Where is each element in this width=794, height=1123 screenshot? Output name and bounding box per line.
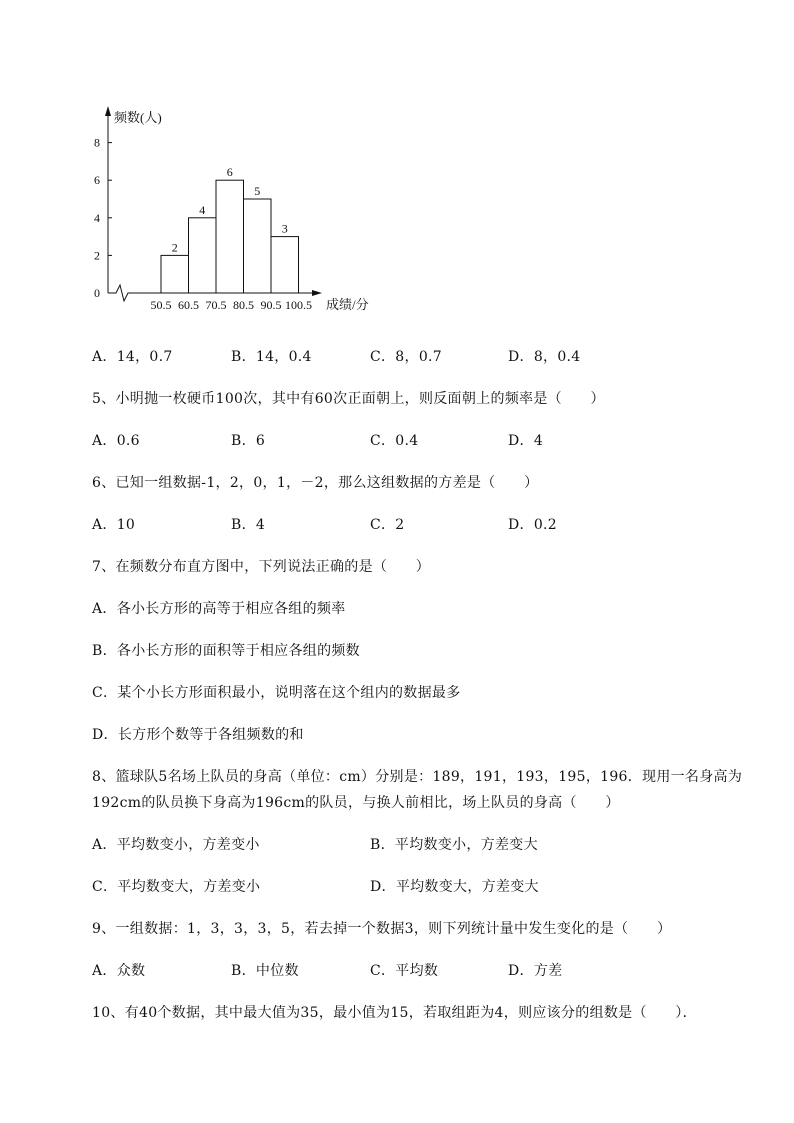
q10-stem: 10、有40个数据，其中最大值为35，最小值为15，若取组距为4，则应该分的组数是（ ）． xyxy=(92,1005,697,1021)
q8-option-c: C．平均数变大，方差变小 xyxy=(92,879,261,895)
x-tick-label: 70.5 xyxy=(205,298,227,312)
q9-option-b: B．中位数 xyxy=(231,963,299,979)
bar-data-label: 5 xyxy=(254,184,261,198)
x-tick-label: 50.5 xyxy=(150,298,172,312)
q7-option-c: C．某个小长方形面积最小，说明落在这个组内的数据最多 xyxy=(92,685,461,701)
q7-stem: 7、在频数分布直方图中，下列说法正确的是（ ） xyxy=(92,559,431,575)
q8-option-d: D．平均数变大，方差变大 xyxy=(370,879,539,895)
q7-option-b: B．各小长方形的面积等于相应各组的频数 xyxy=(92,643,360,659)
q8-stem-line1: 8、篮球队5名场上队员的身高（单位：cm）分别是：189，191，193，195，196．现用一名身高为 xyxy=(92,769,743,785)
q6-stem: 6、已知一组数据-1，2，0，1，－2，那么这组数据的方差是（ ） xyxy=(92,475,539,491)
q4-option-a: A．14，0.7 xyxy=(92,349,173,365)
q5-stem: 5、小明抛一枚硬币100次，其中有60次正面朝上，则反面朝上的频率是（ ） xyxy=(92,391,605,407)
q4-option-b: B．14，0.4 xyxy=(231,349,312,365)
bar-data-label: 2 xyxy=(171,240,178,255)
y-tick-label: 6 xyxy=(94,173,100,188)
q4-option-c: C．8，0.7 xyxy=(370,349,442,365)
y-tick-label: 0 xyxy=(94,286,100,300)
bar-data-label: 3 xyxy=(281,221,288,236)
q6-option-b: B．4 xyxy=(231,517,266,533)
q5-option-d: D．4 xyxy=(508,433,544,449)
histogram-bar xyxy=(161,255,189,293)
x-tick-label: 60.5 xyxy=(178,298,199,312)
histogram-bar xyxy=(216,180,244,293)
x-axis-arrow xyxy=(312,290,322,296)
y-tick-label: 2 xyxy=(94,248,100,263)
frequency-histogram xyxy=(88,100,408,320)
x-tick-label: 100.5 xyxy=(285,298,312,312)
x-tick-label: 80.5 xyxy=(233,298,254,312)
q9-option-a: A．众数 xyxy=(92,963,146,979)
q7-option-d: D．长方形个数等于各组频数的和 xyxy=(92,727,304,743)
q5-option-b: B．6 xyxy=(231,433,266,449)
bar-data-label: 6 xyxy=(226,165,233,180)
y-tick-label: 4 xyxy=(94,210,100,225)
histogram-bar xyxy=(244,199,272,293)
histogram-bar xyxy=(271,237,299,293)
q6-option-d: D．0.2 xyxy=(508,517,557,533)
q8-option-a: A．平均数变小，方差变小 xyxy=(92,837,260,853)
y-axis-label: 频数(人) xyxy=(114,110,162,125)
q4-option-d: D．8，0.4 xyxy=(508,349,581,365)
q6-option-a: A．10 xyxy=(92,517,136,533)
q6-option-c: C．2 xyxy=(370,517,405,533)
bar-data-label: 4 xyxy=(199,202,206,217)
q9-stem: 9、一组数据：1，3，3，3，5，若去掉一个数据3，则下列统计量中发生变化的是（ ） xyxy=(92,921,672,937)
y-tick-label: 8 xyxy=(94,135,100,150)
q9-option-c: C．平均数 xyxy=(370,963,439,979)
q9-option-d: D．方差 xyxy=(508,963,563,979)
q5-option-a: A．0.6 xyxy=(92,433,140,449)
q5-option-c: C．0.4 xyxy=(370,433,419,449)
x-axis-label: 成绩/分 xyxy=(326,297,369,312)
histogram-bar xyxy=(189,218,217,293)
y-axis-arrow xyxy=(105,106,111,116)
q8-option-b: B．平均数变小，方差变大 xyxy=(370,837,538,853)
q8-stem-line2: 192cm的队员换下身高为196cm的队员，与换人前相比，场上队员的身高（ ） xyxy=(92,795,620,811)
q7-option-a: A．各小长方形的高等于相应各组的频率 xyxy=(92,601,346,617)
x-tick-label: 90.5 xyxy=(260,298,282,312)
